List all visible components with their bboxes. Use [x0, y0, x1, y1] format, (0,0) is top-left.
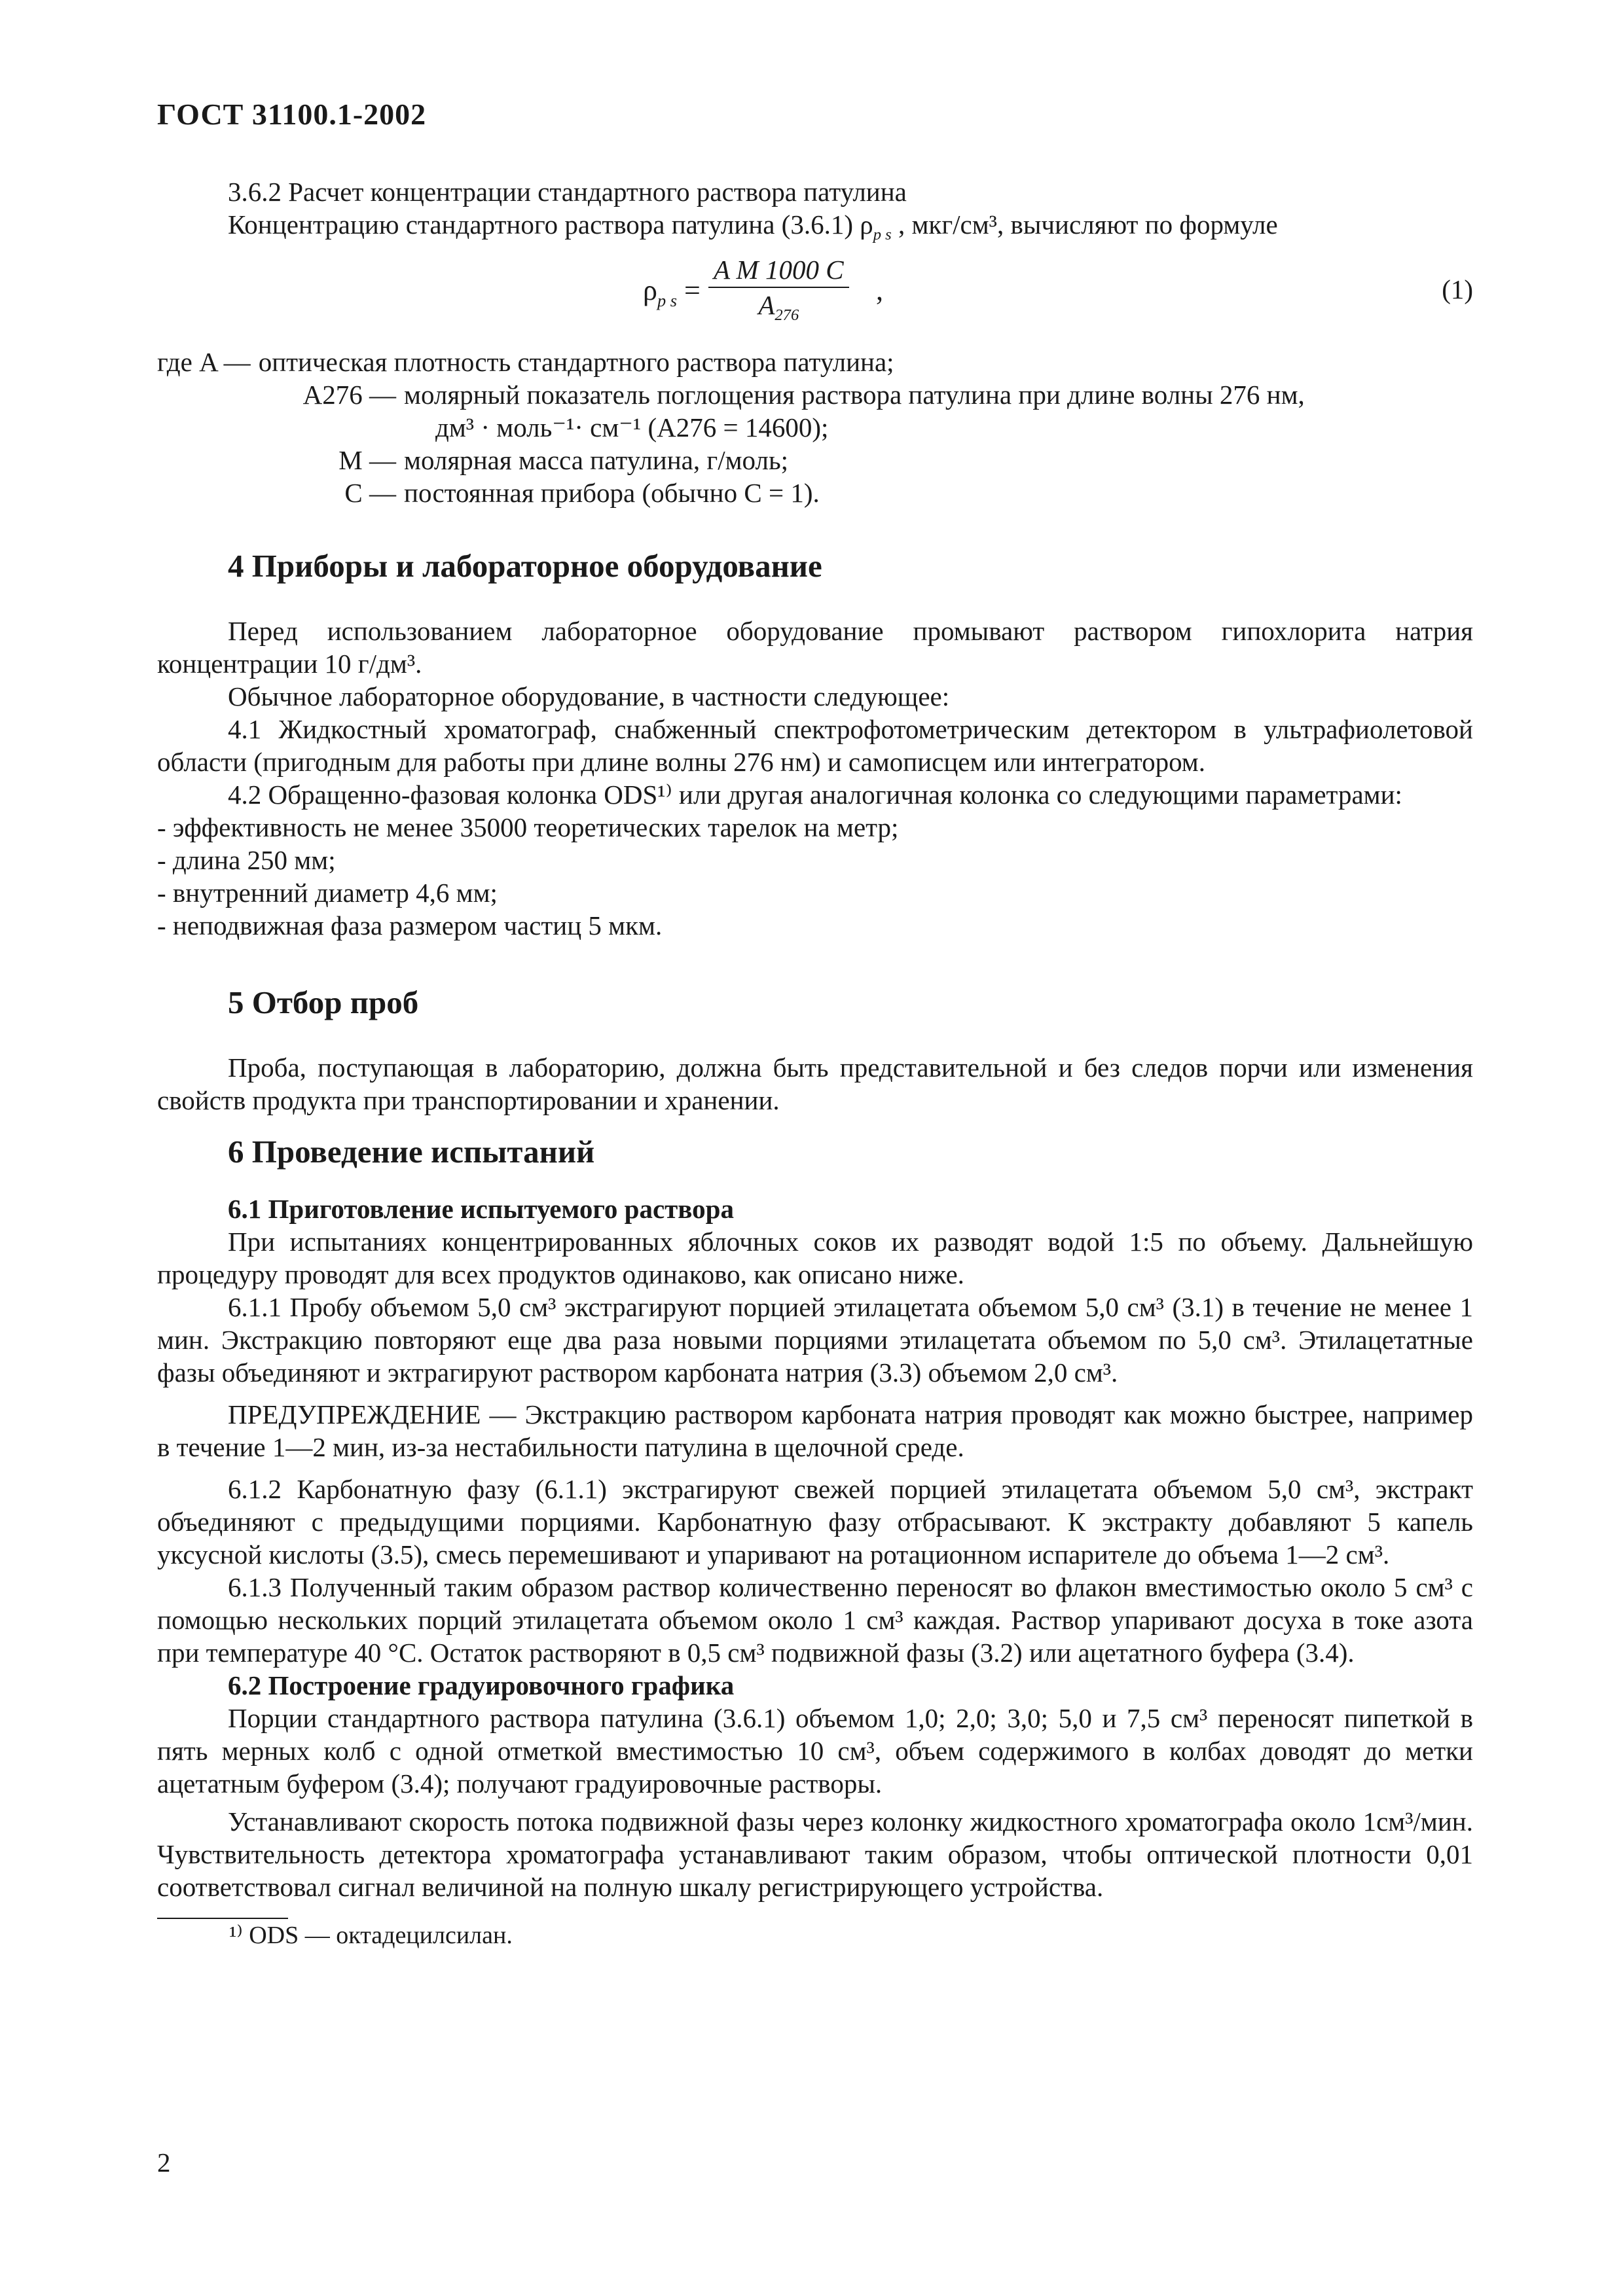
subsection-title: 6.2 Построение градуировочного графика: [228, 1670, 735, 1700]
formula-comma: ,: [876, 274, 883, 306]
paragraph: Проба, поступающая в лабораторию, должна быть представительной и без следов порчи или изменения свойств продукта при транспортировании и хранении.: [157, 1052, 1473, 1115]
list-item: - длина 250 мм;: [157, 845, 336, 875]
formula-intro: Концентрацию стандартного раствора патулина (3.6.1) $\rho_{p s}$ , мкг/см³, вычисляют по формуле: [228, 209, 1278, 244]
section-3-6-2: [157, 175, 1473, 509]
formula-1: [157, 247, 1473, 332]
definition-row: M — молярная масса патулина, г/моль;: [338, 445, 789, 475]
paragraph: Обычное лабораторное оборудование, в частности следующее:: [228, 681, 950, 711]
definition-row: дм³ · моль⁻¹· см⁻¹ (A276 = 14600);: [435, 412, 829, 442]
list-item: - эффективность не менее 35000 теоретических тарелок на метр;: [157, 812, 899, 842]
paragraph: 6.1.1 Пробу объемом 5,0 см³ экстрагируют порцией этилацетата объемом 5,0 см³ (3.1) в течение не менее 1 мин. Экстракцию повторяют еще два раза новыми порциями этилацетата объемом по 5,0 см³. Этилацетатные фазы объединяют и эктрагируют раствором карбоната натрия (3.3) объемом 2,0 см³.: [157, 1292, 1473, 1388]
subsection-title: 3.6.2 Расчет концентрации стандартного раствора патулина: [228, 177, 907, 207]
section-5: [157, 983, 1473, 1117]
paragraph: Порции стандартного раствора патулина (3.6.1) объемом 1,0; 2,0; 3,0; 5,0 и 7,5 см³ переносят пипеткой в пять мерных колб с одной отметкой вместимостью 10 см³, объем содержимого в колбах доводят до метки ацетатным буфером (3.4); получают градуировочные растворы.: [157, 1703, 1473, 1799]
warning-paragraph: ПРЕДУПРЕЖДЕНИЕ — Экстракцию раствором карбоната натрия проводят как можно быстрее, например в течение 1—2 мин, из-за нестабильности патулина в щелочной среде.: [157, 1399, 1473, 1462]
definition-row: A276 — молярный показатель поглощения раствора патулина при длине волны 276 нм,: [302, 380, 1305, 410]
formula-lhs: $\rho_{p s}$ =: [643, 274, 701, 310]
list-item: - неподвижная фаза размером частиц 5 мкм.: [157, 910, 663, 941]
section-title: 5 Отбор проб: [228, 984, 419, 1020]
page-number: 2: [157, 2147, 171, 2178]
section-title: 6 Проведение испытаний: [228, 1134, 595, 1170]
section-6: [157, 1132, 1473, 1952]
definition-row: где A — оптическая плотность стандартного раствора патулина;: [157, 347, 894, 377]
footnote: ¹⁾ ODS — октадецилсилан.: [229, 1922, 513, 1949]
formula-numerator: A M 1000 C: [708, 253, 849, 288]
definition-row: C — постоянная прибора (обычно C = 1).: [344, 478, 820, 508]
paragraph: При испытаниях концентрированных яблочных соков их разводят водой 1:5 по объему. Дальнейшую процедуру проводят для всех продуктов одинаково, как описано ниже.: [157, 1227, 1473, 1289]
subsection-title: 6.1 Приготовление испытуемого раствора: [228, 1194, 734, 1224]
section-title: 4 Приборы и лабораторное оборудование: [228, 548, 822, 584]
formula-number: (1): [1442, 274, 1473, 304]
formula-definitions: [157, 346, 1473, 509]
paragraph: 4.2 Обращенно-фазовая колонка ODS¹⁾ или другая аналогичная колонка со следующими параметрами:: [228, 780, 1402, 810]
formula-fraction: [708, 253, 849, 325]
paragraph: 6.1.2 Карбонатную фазу (6.1.1) экстрагируют свежей порцией этилацетата объемом 5,0 см³, экстракт объединяют с предыдущими порциями. Карбонатную фазу отбрасывают. К экстракту добавляют 5 капель уксусной кислоты (3.5), смесь перемешивают и упаривают на ротационном испарителе до объема 1—2 см³.: [157, 1474, 1473, 1570]
section-4: [157, 547, 1473, 942]
formula-denominator: $A_{276}$: [758, 290, 799, 325]
document-header: ГОСТ 31100.1-2002: [157, 98, 427, 131]
list-item: - внутренний диаметр 4,6 мм;: [157, 878, 498, 908]
paragraph: Устанавливают скорость потока подвижной фазы через колонку жидкостного хроматографа около 1см³/мин. Чувствительность детектора хроматографа устанавливают таким образом, чтобы оптической плотности 0,01 соответствовал сигнал величиной на полную шкалу регистрирующего устройства.: [157, 1806, 1473, 1902]
paragraph: 6.1.3 Полученный таким образом раствор количественно переносят во флакон вместимостью около 5 см³ с помощью нескольких порций этилацетата объемом около 1 см³ каждая. Раствор упаривают досуха в токе азота при температуре 40 °С. Остаток растворяют в 0,5 см³ подвижной фазы (3.2) или ацетатного буфера (3.4).: [157, 1572, 1473, 1668]
paragraph: Перед использованием лабораторное оборудование промывают раствором гипохлорита натрия концентрации 10 г/дм³.: [157, 616, 1473, 679]
paragraph: 4.1 Жидкостный хроматограф, снабженный спектрофотометрическим детектором в ультрафиолетовой области (пригодным для работы при длине волны 276 нм) и самописцем или интегратором.: [157, 714, 1473, 777]
